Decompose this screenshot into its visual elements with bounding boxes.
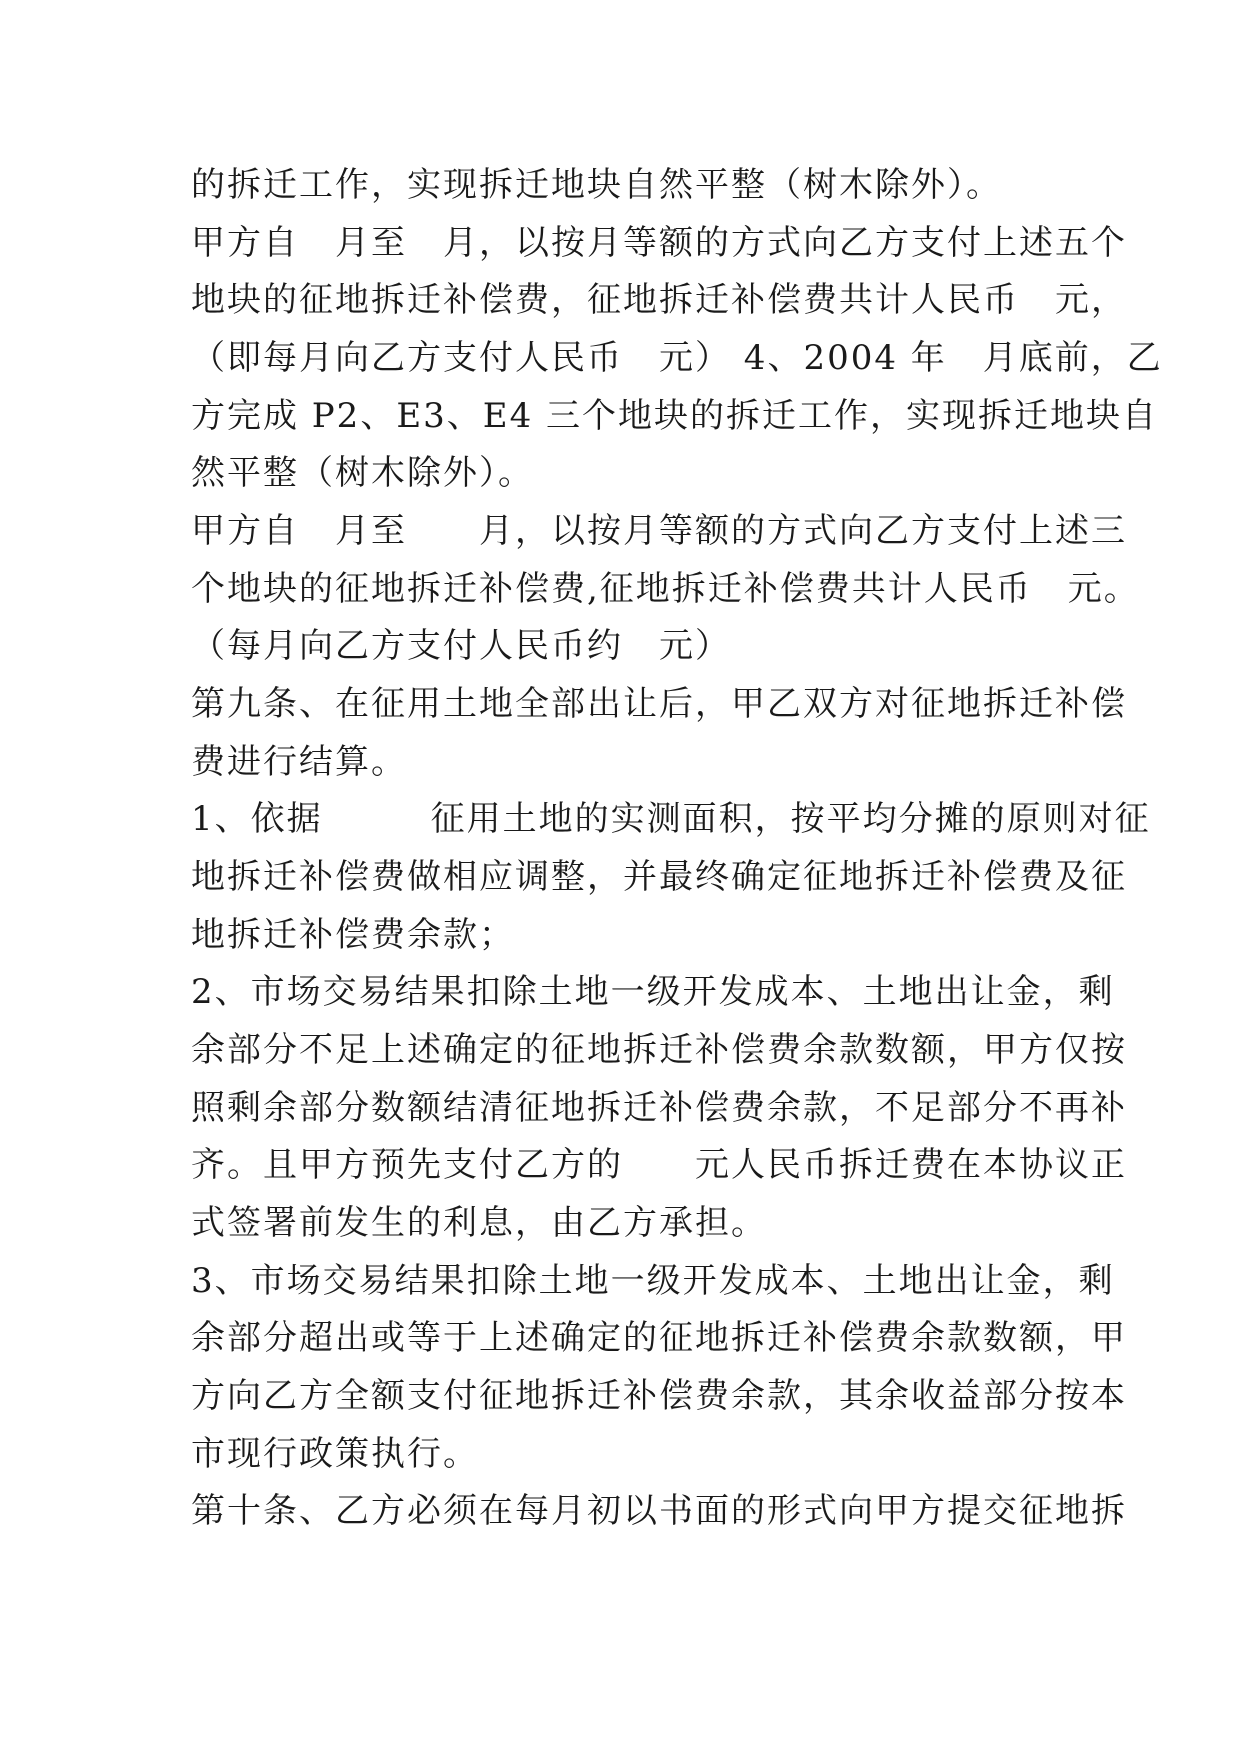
text-line: 甲方自 月至 月，以按月等额的方式向乙方支付上述五个 xyxy=(191,223,1127,263)
text-line: 第九条、在征用土地全部出让后，甲乙双方对征地拆迁补偿 xyxy=(191,684,1127,724)
text-line: 余部分超出或等于上述确定的征地拆迁补偿费余款数额，甲 xyxy=(191,1318,1127,1358)
text-line: 方完成 P2、E3、E4 三个地块的拆迁工作，实现拆迁地块自 xyxy=(191,396,1159,436)
text-line: 个地块的征地拆迁补偿费,征地拆迁补偿费共计人民币 元。 xyxy=(191,569,1140,609)
text-line: 2、市场交易结果扣除土地一级开发成本、土地出让金，剩 xyxy=(191,972,1115,1012)
text-line: 式签署前发生的利息，由乙方承担。 xyxy=(191,1203,767,1243)
text-line: 地拆迁补偿费做相应调整，并最终确定征地拆迁补偿费及征 xyxy=(191,857,1127,897)
text-line: 地拆迁补偿费余款； xyxy=(191,915,515,955)
text-line: 余部分不足上述确定的征地拆迁补偿费余款数额，甲方仅按 xyxy=(191,1030,1127,1070)
text-line: 然平整（树木除外）。 xyxy=(191,453,534,493)
text-line: 方向乙方全额支付征地拆迁补偿费余款，其余收益部分按本 xyxy=(191,1376,1127,1416)
text-line: 的拆迁工作，实现拆迁地块自然平整（树木除外）。 xyxy=(191,165,1002,205)
text-line: 甲方自 月至 月，以按月等额的方式向乙方支付上述三 xyxy=(191,511,1127,551)
text-line: （每月向乙方支付人民币约 元） xyxy=(191,626,731,666)
text-line: 费进行结算。 xyxy=(191,742,407,782)
text-line: 照剩余部分数额结清征地拆迁补偿费余款，不足部分不再补 xyxy=(191,1088,1127,1128)
text-line: 市现行政策执行。 xyxy=(191,1434,479,1474)
text-line: 齐。且甲方预先支付乙方的 元人民币拆迁费在本协议正 xyxy=(191,1145,1127,1185)
text-line: 地块的征地拆迁补偿费，征地拆迁补偿费共计人民币 元， xyxy=(191,280,1127,320)
text-line: 1、依据 征用土地的实测面积，按平均分摊的原则对征 xyxy=(191,799,1151,839)
text-line: 第十条、乙方必须在每月初以书面的形式向甲方提交征地拆 xyxy=(191,1491,1127,1531)
text-line: 3、市场交易结果扣除土地一级开发成本、土地出让金，剩 xyxy=(191,1261,1115,1301)
text-line: （即每月向乙方支付人民币 元） 4、2004 年 月底前，乙 xyxy=(191,338,1163,378)
